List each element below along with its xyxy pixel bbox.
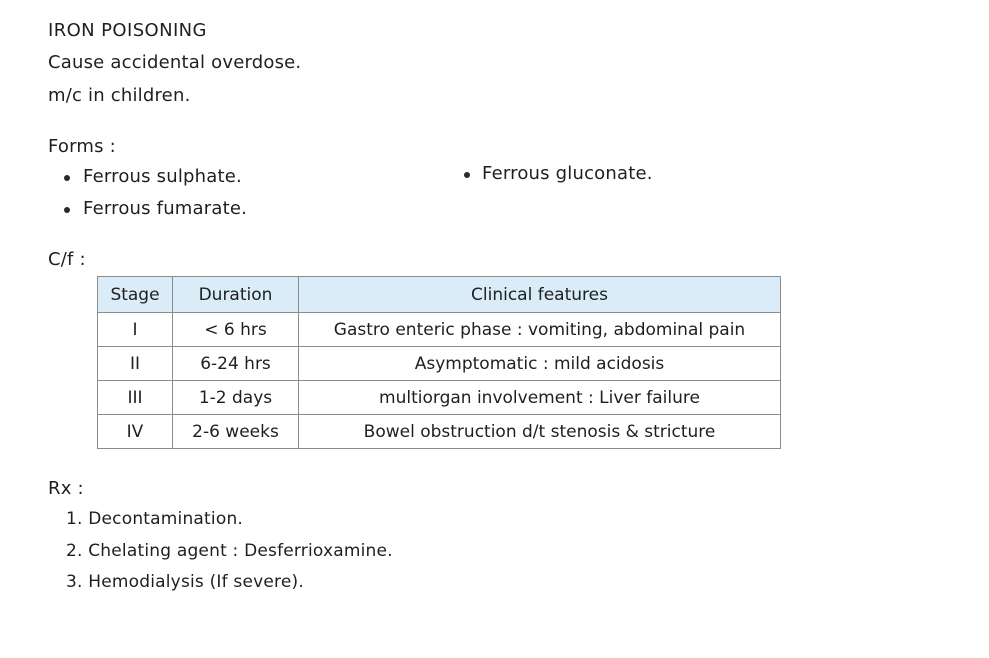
note-title: IRON POISONING [48, 20, 207, 41]
bullet-dot [464, 172, 470, 178]
duration-cell: 6-24 hrs [173, 347, 299, 381]
bullet-dot [64, 207, 70, 213]
rx-item: 3. Hemodialysis (If severe). [66, 572, 304, 592]
clinical-features-cell: Gastro enteric phase : vomiting, abdominal pain [299, 313, 781, 347]
rx-heading: Rx : [48, 478, 84, 499]
stage-cell: IV [98, 415, 173, 449]
clinical-features-cell: multiorgan involvement : Liver failure [299, 381, 781, 415]
duration-cell: 2-6 weeks [173, 415, 299, 449]
column-header-stage: Stage [98, 277, 173, 313]
bullet-dot [64, 175, 70, 181]
table-header-row [98, 277, 781, 313]
stage-cell: III [98, 381, 173, 415]
table-row [98, 415, 781, 449]
table-row [98, 313, 781, 347]
forms-item: Ferrous gluconate. [482, 163, 653, 184]
forms-item: Ferrous fumarate. [83, 198, 248, 219]
table-row [98, 347, 781, 381]
clinical-features-cell: Asymptomatic : mild acidosis [299, 347, 781, 381]
table-row [98, 381, 781, 415]
clinical-features-cell: Bowel obstruction d/t stenosis & stricture [299, 415, 781, 449]
rx-item: 2. Chelating agent : Desferrioxamine. [66, 541, 393, 561]
rx-item: 1. Decontamination. [66, 509, 244, 529]
cause-line: Cause accidental overdose. [48, 52, 302, 73]
column-header-duration: Duration [173, 277, 299, 313]
stage-cell: II [98, 347, 173, 381]
forms-item: Ferrous sulphate. [83, 166, 242, 187]
duration-cell: < 6 hrs [173, 313, 299, 347]
duration-cell: 1-2 days [173, 381, 299, 415]
stage-cell: I [98, 313, 173, 347]
mc-line: m/c in children. [48, 85, 191, 106]
cf-heading: C/f : [48, 249, 86, 270]
forms-heading: Forms : [48, 136, 116, 157]
column-header-clinical-features: Clinical features [299, 277, 781, 313]
clinical-features-table [97, 276, 781, 449]
